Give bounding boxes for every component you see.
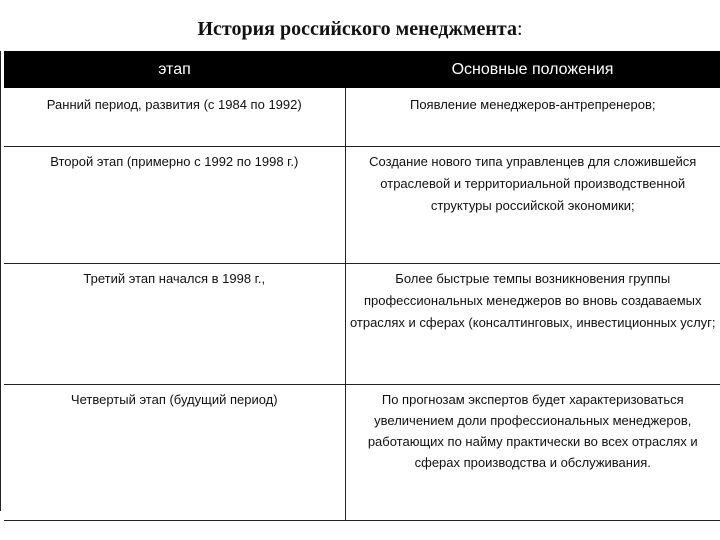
page-title <box>0 18 720 41</box>
header-provisions: Основные положения <box>345 51 720 88</box>
table-row <box>4 147 720 264</box>
stage-cell: Второй этап (примерно с 1992 по 1998 г.) <box>4 147 345 264</box>
table-row <box>4 88 720 147</box>
provision-cell: По прогнозам экспертов будет характеризоваться увеличением доли профессиональных менеджеров, работающих по найму практически во всех отраслях и сферах производства и обслуживания. <box>345 385 720 521</box>
stage-cell: Третий этап начался в 1998 г., <box>4 264 345 385</box>
stage-cell: Четвертый этап (будущий период) <box>4 385 345 521</box>
provision-cell: Создание нового типа управленцев для сложившейся отраслевой и территориальной производственной структуры российской экономики; <box>345 147 720 264</box>
table-left-border <box>0 51 1 511</box>
title-colon: : <box>516 18 523 40</box>
title-text: История российского менеджмента <box>197 18 517 40</box>
header-stage: этап <box>4 51 345 88</box>
table-header-row <box>4 51 720 88</box>
stage-cell: Ранний период, развития (с 1984 по 1992) <box>4 88 345 147</box>
table-row <box>4 264 720 385</box>
provision-cell: Более быстрые темпы возникновения группы профессиональных менеджеров во вновь создаваемых отраслях и сферах (консалтинговых, инвестиционных услуг; <box>345 264 720 385</box>
table-row <box>4 385 720 521</box>
provision-cell: Появление менеджеров-антрепренеров; <box>345 88 720 147</box>
history-table <box>4 51 720 521</box>
